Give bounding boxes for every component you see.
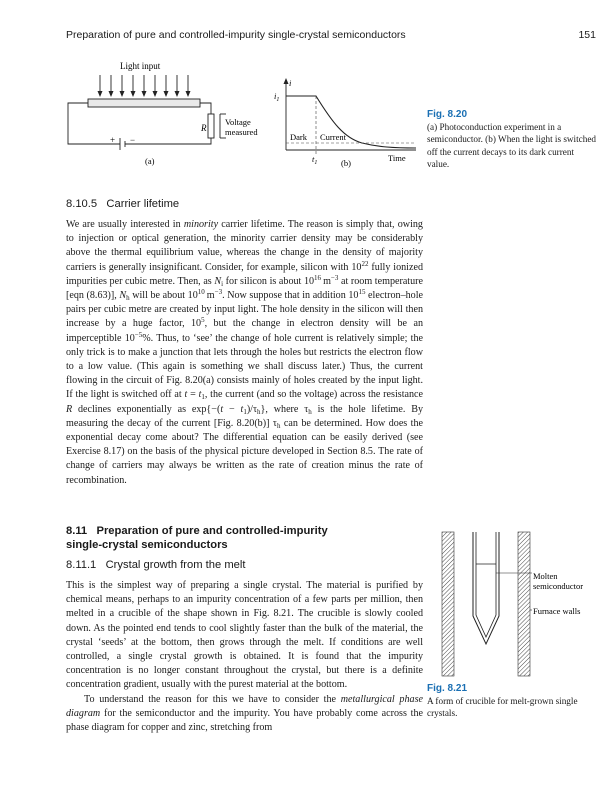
section-8-11-heading-line1: 8.11 Preparation of pure and controlled-impurity <box>66 525 328 537</box>
t1-label: $t_1$ <box>312 154 318 166</box>
panel-a-label: (a) <box>145 156 155 166</box>
figure-8-21-caption: A form of crucible for melt-grown single crystals. <box>427 696 578 719</box>
figure-8-20-caption-block <box>427 109 597 171</box>
section-8-11-heading <box>66 524 426 552</box>
page-number: 151 <box>578 29 596 41</box>
furnace-walls-label: Furnace walls <box>533 606 581 616</box>
section-8-11-1-heading: 8.11.1 Crystal growth from the melt <box>66 559 246 571</box>
molten-label-line1: Molten <box>533 571 558 581</box>
panel-b-label: (b) <box>341 158 351 168</box>
figure-8-21-diagram <box>438 528 603 680</box>
resistor-label: R <box>201 123 207 133</box>
furnace-wall-right <box>518 532 530 676</box>
i1-label: $i_1$ <box>274 91 280 103</box>
battery-minus: − <box>130 135 136 145</box>
voltage-label-line2: measured <box>225 127 258 137</box>
section-8-10-5-heading: 8.10.5 Carrier lifetime <box>66 198 180 210</box>
figure-8-20-caption: (a) Photoconduction experiment in a semiconductor. (b) When the light is switched off the current decays to its dark current value. <box>427 122 596 170</box>
dark-label: Dark <box>290 132 307 142</box>
voltage-label-line1: Voltage <box>225 117 251 127</box>
y-axis-label: i <box>289 78 292 88</box>
crucible-outer <box>473 532 499 644</box>
light-input-label: Light input <box>120 61 161 71</box>
figure-8-20b-graph <box>270 76 420 170</box>
y-axis-arrowhead <box>284 78 289 84</box>
section-8-11-heading-line2: single-crystal semiconductors <box>66 539 228 551</box>
light-arrowheads <box>98 91 191 97</box>
battery-plus: + <box>110 135 116 145</box>
carrier-lifetime-paragraph: We are usually interested in minority carrier lifetime. The reason is simply that, owing to injection or optical generation, the minority carrier density may be considerably above the thermal equilibrium value, whereas the change in the density of majority carriers is generally insignificant. Consider, for example, silicon with $10^{22}$ fully ionized impurities per cubic metre. Then, as $N_i$ for silicon is about $10^{16}$ $m^{-3}$ at room temperature [eqn (8.63)], $N_h$ will be about $10^{10}$ $m^{-3}$. Now suppose that in addition $10^{15}$ electron–hole pairs per cubic metre are created by input light. The hole density in the silicon will then increase by a huge factor, $10^5$, but the change in electron density will be an imperceptible $10^{-5}\%$. Thus, to ‘see’ the change of hole current is relatively simple; the only trick is to make a junction that lets through the holes but restricts the electron flow to a low value. (This again is something we shall discuss later.) Thus, the current flowing in the circuit of Fig. 8.20(a) consists mainly of holes created by the input light. If the light is switched off at $t = t_1$, the current (and so the voltage) across the resistance R declines exponentially as $\exp\{-(t - t_1)/\tau_h\}$, where $\tau_h$ is the hole lifetime. By measuring the decay of the current [Fig. 8.20(b)] $\tau_h$ can be determined. How does the exponential decay come about? The differential equation can be easily derived (see Exercise 8.17) on the basis of the physical picture developed in Section 8.5. The rate of change of carriers may always be written as the rate of creation minus the rate of recombination. <box>66 219 424 486</box>
light-arrows <box>100 75 188 93</box>
figure-8-21-label: Fig. 8.21 <box>427 683 468 694</box>
molten-label-line2: semiconductor <box>533 581 584 591</box>
crucible-inner <box>476 532 496 637</box>
current-label: Current <box>320 132 346 142</box>
crystal-growth-text: This is the simplest way of preparing a single crystal. The material is purified by chemical means, perhaps to an impurity concentration of a few parts per million, then melted in a crucible of the shape shown in Fig. 8.21. The crucible is slowly cooled down. As the pointed end tends to cool slightly faster than the bulk of the material, the crystal ‘seeds’ at the bottom, then grows through the melt. If conditions are well controlled, a single crystal growth is obtained. It is found that the impurity concentration is no longer constant throughout the crystal, but there is a definite concentration gradient, usually with the purest material at the bottom. To understand the reason for this we have to consider the metallurgical phase diagram for the semiconductor and the impurity. You have probably come across the phase diagram for copper and zinc, stretching from <box>66 580 423 734</box>
figure-8-20-label: Fig. 8.20 <box>427 109 468 120</box>
semiconductor-sample <box>88 99 200 107</box>
figure-8-21-caption-block <box>427 683 597 720</box>
figure-8-20a-diagram <box>60 58 280 170</box>
time-axis-label: Time <box>388 153 406 163</box>
running-head-title: Preparation of pure and controlled-impurity single-crystal semiconductors <box>66 29 406 41</box>
furnace-wall-left <box>442 532 454 676</box>
